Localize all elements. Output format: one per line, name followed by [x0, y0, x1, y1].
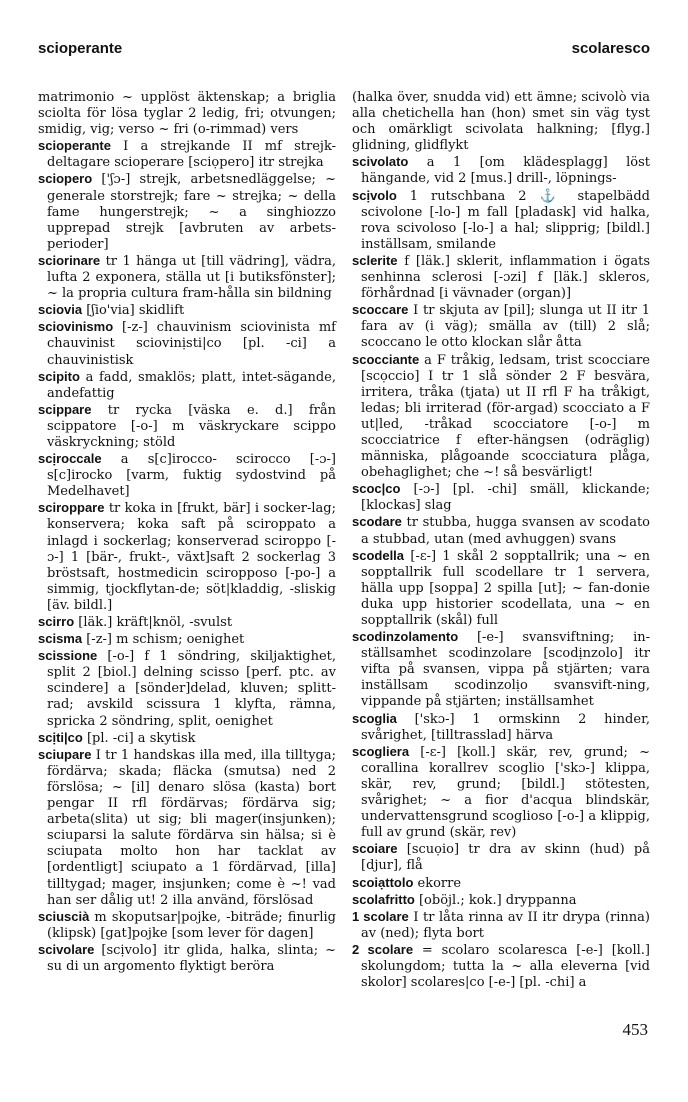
- entry-headword: 1 scolare: [352, 908, 409, 924]
- entry-headword: scodinzolamento: [352, 629, 459, 645]
- entry-definition: [scịvolo] itr glida, halka, slinta; ~ su di un argomento flyktigt beröra: [47, 942, 336, 974]
- dictionary-entry: [38, 369, 336, 402]
- entry-definition: I tr skjuta av [pil]; slunga ut II itr 1 fara av (i väg); smälla av (till) 2 slå; scoccano le otto klockan slår åtta: [361, 303, 650, 351]
- entry-definition: [ʃio'via] skidlift: [82, 303, 185, 319]
- entry-definition: [-ɔ-] [pl. -chi] smäll, klickande; [klockas] slag: [361, 482, 650, 514]
- header-right-guideword: scolaresco: [571, 40, 650, 57]
- dictionary-entry: [352, 892, 650, 909]
- entry-headword: scịroccale: [38, 451, 102, 467]
- dictionary-entry: [38, 631, 336, 648]
- dictionary-entry: [352, 253, 650, 302]
- dictionary-entry: [352, 841, 650, 874]
- dictionary-entry: [38, 402, 336, 451]
- entry-definition: = scolaro scolaresca [-e-] [koll.] skolungdom; tutta la ~ alla eleverna [vid skolor] scolares|co [-e-] [pl. -chi] a: [361, 942, 650, 991]
- dictionary-entry: [38, 171, 336, 252]
- entry-headword: scịvolo: [352, 187, 397, 203]
- entry-headword: sciroppare: [38, 500, 105, 516]
- entry-definition: ['ʃɔ-] strejk, arbetsnedläggelse; ~ generale storstrejk; fare ~ strejka; ~ della fame hungerstrejk; ~ a singhiozzo upprepad strejk [avbruten av arbets-perioder]: [47, 172, 336, 252]
- entry-definition: a F tråkig, ledsam, trist scocciare [scọccio] I tr 1 slå sönder 2 F besvära, irritera, tråka (tjata) ut II rfl F ha tråkigt, ledas; bli irriterad (för-argad) scocciato a F ut|led, -tråkad scocciatore [-o-] m scocciatrice f efter-hängsen (odräglig) människa, plågoande scocciatura plåga, obehaglighet; che ~! så besvärligt!: [361, 352, 650, 481]
- dictionary-entry: [38, 648, 336, 729]
- entry-definition: tr 1 hänga ut [till vädring], vädra, lufta 2 exponera, ställa ut [i butiksfönster]; ~ la propria cultura fram-hålla sin bildning: [47, 253, 336, 302]
- entry-definition: [-e-] svansviftning; in-ställsamhet scodinzolare [scodịnzolo] itr vifta på svansen, vippa på stjärten; vara inställsam scodinzolịo svansvift-ning, vippande på stjärten; inställsamhet: [361, 630, 650, 710]
- dictionary-entry: [38, 909, 336, 942]
- entry-headword: scisma: [38, 631, 83, 647]
- entry-headword: scioperante: [38, 138, 111, 154]
- dictionary-entry: [352, 481, 650, 514]
- dictionary-entry: [38, 730, 336, 747]
- entry-headword: scissione: [38, 648, 98, 664]
- entry-headword: sciupare: [38, 746, 92, 762]
- entry-definition: ekorre: [413, 875, 462, 891]
- entry-headword: scoiạttolo: [352, 874, 414, 890]
- entry-headword: sciovia: [38, 302, 83, 318]
- dictionary-entry: [352, 909, 650, 942]
- entry-headword: scolafritto: [352, 891, 415, 907]
- entry-definition: tr stubba, hugga svansen av scodato a stubbad, utan (med avhuggen) svans: [361, 515, 650, 547]
- entry-definition: matrimonio ~ upplöst äktenskap; a briglia sciolta för lösa tyglar 2 ledig, fri; otvungen; smidig, vig; verso ~ fri (o-rimmad) vers: [38, 90, 336, 138]
- dictionary-entry: [38, 614, 336, 631]
- entry-definition: (halka över, snudda vid) ett ämne; scivolò via alla chetichella han (hon) smet sin väg tyst och omärkligt scivolata halkning; [flyg.] glidning, glidflykt: [352, 90, 650, 154]
- dictionary-entry: [352, 875, 650, 892]
- entry-headword: sclerite: [352, 252, 398, 268]
- entry-headword: scivolato: [352, 154, 409, 170]
- entry-definition: 1 rutschbana 2 ⚓ stapelbädd scivolone [-lo-] m fall [pladask] vid halka, rova scivoloso [-lo-] a hal; slipprig; [bildl.] inställsam, smilande: [361, 188, 650, 252]
- entry-definition: m skoputsar|pojke, -biträde; finurlig (klipsk) [gat]pojke [som lever för dagen]: [47, 909, 336, 941]
- entry-headword: scoglia: [352, 710, 397, 726]
- entry-headword: sciopero: [38, 171, 93, 187]
- entry-definition: [-o-] f 1 söndring, skiljaktighet, split 2 [biol.] delning scisso [perf. ptc. av scindere] a [sönder]delad, kluven; splitt-rad; avskild scissura 1 klyfta, rämna, spricka 2 söndring, split, oenighet: [47, 649, 336, 729]
- entry-definition: [-ɛ-] 1 skål 2 sopptallrik; una ~ en sopptallrik full scodellare tr 1 servera, hälla upp [soppa] 2 spilla [ut]; ~ fan-donie duka upp historier scodellata, una ~ en sopptallrik (skål) full: [361, 548, 650, 628]
- dictionary-entry: [38, 500, 336, 614]
- entry-headword: scivolare: [38, 941, 95, 957]
- header-left-guideword: scioperante: [38, 40, 123, 57]
- entry-headword: scịti|co: [38, 729, 83, 745]
- dictionary-entry: [38, 451, 336, 500]
- entry-headword: sciuscià: [38, 908, 90, 924]
- entry-headword: sciorinare: [38, 252, 101, 268]
- dictionary-entry: [352, 188, 650, 253]
- entry-definition: [läk.] kräft|knöl, -svulst: [74, 615, 233, 630]
- dictionary-entry: [38, 747, 336, 909]
- entry-definition: [scuọio] tr dra av skinn (hud) på [djur], flå: [361, 842, 650, 874]
- entry-definition: [-z-] m schism; oenighet: [82, 632, 245, 648]
- entry-definition: a 1 [om klädesplagg] löst hängande, vid 2 [mus.] drill-, löpnings-: [361, 155, 650, 187]
- dictionary-entry: [38, 942, 336, 975]
- entry-headword: scoc|co: [352, 481, 401, 497]
- entry-definition: [oböjl.; kok.] dryppanna: [414, 892, 577, 908]
- left-column: [38, 90, 336, 975]
- dictionary-entry: [352, 744, 650, 842]
- entry-headword: scogliera: [352, 743, 410, 759]
- dictionary-entry: [38, 90, 336, 138]
- entry-definition: a fadd, smaklös; platt, intet-sägande, andefattig: [47, 369, 336, 401]
- dictionary-entry: [352, 942, 650, 991]
- dictionary-entry: [38, 319, 336, 368]
- entry-headword: scodare: [352, 514, 402, 530]
- entry-definition: a s[c]irocco- scirocco [-ɔ-] s[c]irocko [varm, fuktig sydostvind på Medelhavet]: [47, 452, 336, 500]
- entry-definition: ['skɔ-] 1 ormskinn 2 hinder, svårighet, [tilltrasslad] härva: [361, 711, 650, 743]
- dictionary-entry: [38, 253, 336, 302]
- entry-headword: sciovinismo: [38, 319, 114, 335]
- entry-headword: scodella: [352, 547, 405, 563]
- entry-definition: [pl. -ci] a skytisk: [82, 730, 196, 746]
- entry-definition: I tr låta rinna av II itr drypa (rinna) av (ned); flyta bort: [361, 909, 650, 941]
- dictionary-entry: [352, 90, 650, 154]
- dictionary-entry: [38, 138, 336, 171]
- dictionary-entry: [352, 514, 650, 547]
- entry-headword: scoccare: [352, 302, 409, 318]
- right-column: [352, 90, 650, 991]
- dictionary-entry: [352, 711, 650, 744]
- entry-headword: scoiare: [352, 841, 398, 857]
- dictionary-entry: [352, 629, 650, 710]
- entry-definition: tr koka in [frukt, bär] i socker-lag; konservera; koka saft på sciroppato a inlagd i sockerlag; konserverad sciroppo [-ɔ-] 1 [bär-, frukt-, växt]saft 2 sockerlag 3 bröstsaft, hostmedicin sciropposo [-po-] a simmig, tjockflytan-de; söt|kladdig, -sliskig [äv. bildl.]: [47, 501, 336, 613]
- entry-headword: scocciante: [352, 351, 420, 367]
- entry-headword: scippare: [38, 401, 92, 417]
- entry-definition: I tr 1 handskas illa med, illa tilltyga; fördärva; skada; fläcka (smutsa) ned 2 förslösa; ~ [il] denaro slösa (kasta) bort pengar II rfl fördärvas; fördärva sig; arbeta(slita) ut sig; bli mager(insjunken); sciuparsi la salute fördärva sin hälsa; si è sciupata molto hon har tacklat av [ordentligt] sciupato a 1 fördärvad, [illa] tilltygad; mager, insjunken; come è ~! vad han ser dålig ut! 2 illa använd, förslösad: [47, 747, 336, 908]
- entry-definition: I a strejkande II mf strejk-deltagare scioperare [sciọpero] itr strejka: [47, 139, 336, 171]
- page-header: [38, 40, 650, 62]
- entry-headword: scipito: [38, 368, 80, 384]
- dictionary-entry: [352, 548, 650, 629]
- entry-definition: [-z-] chauvinism sciovinista mf chauvinist sciovinịsti|co [pl. -ci] a chauvinistisk: [47, 320, 336, 368]
- dictionary-entry: [352, 154, 650, 187]
- dictionary-entry: [352, 302, 650, 351]
- entry-headword: scirro: [38, 614, 75, 629]
- dictionary-entry: [38, 302, 336, 319]
- entry-headword: 2 scolare: [352, 941, 414, 957]
- entry-definition: f [läk.] sklerit, inflammation i ögats senhinna sclerosi [-ɔzi] f [läk.] skleros, förhårdnad [i vävnader (organ)]: [361, 253, 650, 302]
- dictionary-entry: [352, 352, 650, 482]
- entry-definition: [-ɛ-] [koll.] skär, rev, grund; ~ corallina korallrev scoglio ['skɔ-] klippa, skär, rev, grund; [bildl.] stötesten, svårighet; ~ a fior d'acqua blindskär, undervattensgrund scoglioso [-o-] a klippig, full av grund (skär, rev): [361, 744, 650, 841]
- page-number: 453: [622, 1020, 648, 1039]
- entry-definition: tr rycka [väska e. d.] från scippatore [-o-] m väskryckare scippo väskryckning; stöld: [47, 402, 336, 450]
